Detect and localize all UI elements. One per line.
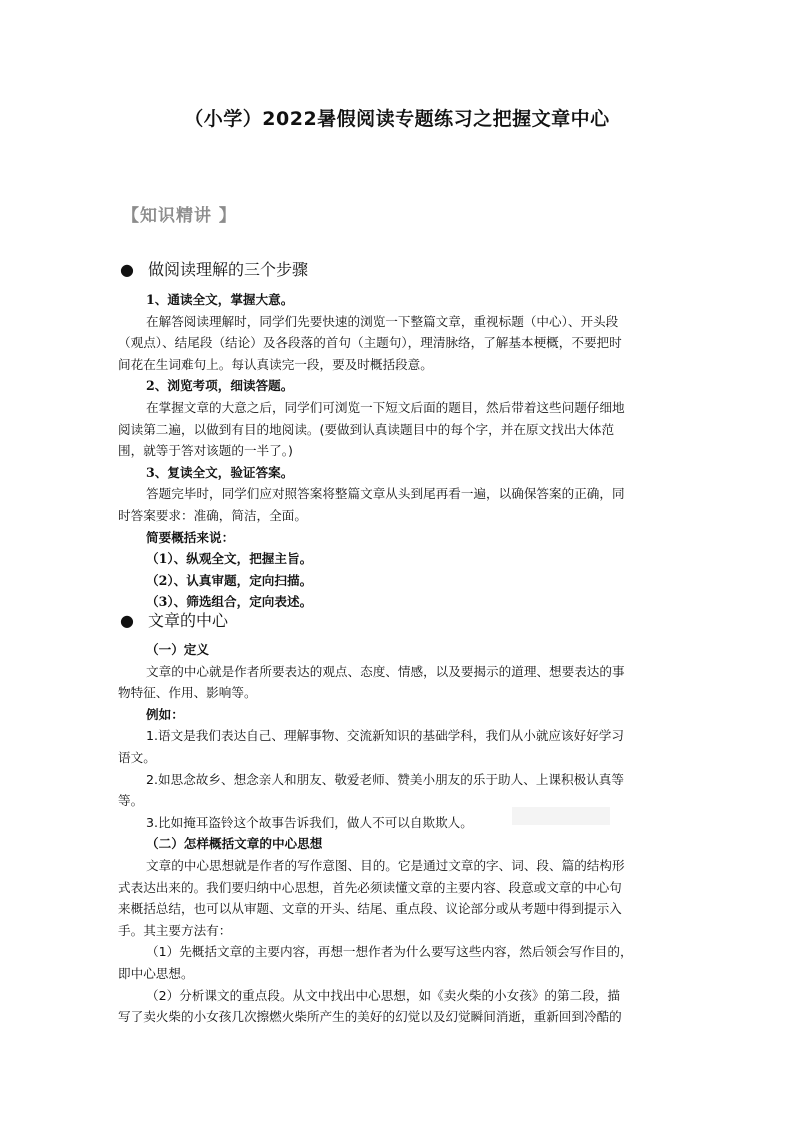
how-line: 文章的中心思想就是作者的写作意图、目的。它是通过文章的字、词、段、篇的结构形 [146, 857, 625, 873]
summary-item: （2）、认真审题，定向扫描。 [146, 572, 313, 588]
step2-line: 阅读第二遍，以做到有目的地阅读。(要做到认真读题目中的每个字，并在原文找出大体范 [118, 421, 615, 437]
definition-title: （一）定义 [146, 642, 209, 657]
example-line: 3.比如掩耳盗铃这个故事告诉我们，做人不可以自欺欺人。 [146, 814, 473, 830]
step1-line: （观点）、结尾段（结论）及各段落的首句（主题句），理清脉络，了解基本梗概，不要把时 [118, 335, 622, 351]
method-line: 即中心思想。 [118, 965, 194, 981]
method-line: 写了卖火柴的小女孩几次擦燃火柴所产生的美好的幻觉以及幻觉瞬间消逝，重新回到冷酷的 [118, 1009, 622, 1025]
summary-title: 简要概括来说： [146, 529, 235, 545]
step2-line: 在掌握文章的大意之后，同学们可浏览一下短文后面的题目，然后带着这些问题仔细地 [146, 399, 625, 415]
example-line: 2.如思念故乡、想念亲人和朋友、敬爱老师、赞美小朋友的乐于助人、上课积极认真等 [146, 771, 624, 787]
heading-text: 做阅读理解的三个步骤 [148, 260, 309, 279]
how-title: （二）怎样概括文章的中心思想 [146, 836, 323, 852]
summary-item: （3）、筛选组合，定向表述。 [146, 594, 313, 610]
heading-article-center [120, 608, 228, 631]
summary-item: （1）、纵观全文，把握主旨。 [146, 551, 313, 567]
section-label: 【知识精讲 】 [122, 206, 237, 226]
method-line: （2）分析课文的重点段。从文中找出中心思想，如《卖火柴的小女孩》的第二段，描 [146, 987, 620, 1003]
how-line: 来概括总结，也可以从审题、文章的开头、结尾、重点段、议论部分或从考题中得到提示入 [118, 901, 622, 917]
bullet-icon: ● [120, 260, 134, 279]
example-line: 语文。 [118, 749, 156, 765]
definition-line: 文章的中心就是作者所要表达的观点、态度、情感，以及要揭示的道理、想要表达的事 [146, 663, 625, 679]
example-title: 例如： [146, 706, 184, 722]
step1-line: 在解答阅读理解时，同学们先要快速的浏览一下整篇文章，重视标题（中心）、开头段 [146, 313, 619, 329]
how-line: 手。其主要方法有： [118, 922, 232, 938]
how-line: 式表达出来的。我们要归纳中心思想，首先必须读懂文章的主要内容、段意或文章的中心句 [118, 879, 622, 895]
step2-title: 2、浏览考项，细读答题。 [146, 378, 294, 394]
bullet-icon: ● [120, 611, 134, 630]
heading-text: 文章的中心 [148, 611, 229, 630]
step2-line: 围，就等于答对该题的一半了。) [118, 443, 293, 459]
method-line: （1）先概括文章的主要内容，再想一想作者为什么要写这些内容，然后领会写作目的， [146, 944, 633, 960]
definition-line: 物特征、作用、影响等。 [118, 685, 257, 701]
step1-line: 间花在生词难句上。每认真读完一段，要及时概括段意。 [118, 356, 433, 372]
faint-highlight-box [512, 807, 610, 825]
center-block [118, 639, 678, 1028]
step3-title: 3、复读全文，验证答案。 [146, 464, 294, 480]
step3-line: 时答案要求：准确，简洁，全面。 [118, 507, 307, 523]
step1-title: 1、通读全文，掌握大意。 [146, 292, 294, 307]
steps-block [118, 289, 678, 613]
page-title: （小学）2022暑假阅读专题练习之把握文章中心 [184, 108, 610, 130]
step3-line: 答题完毕时，同学们应对照答案将整篇文章从头到尾再看一遍，以确保答案的正确，同 [146, 486, 625, 502]
example-line: 等。 [118, 793, 144, 809]
example-line: 1.语文是我们表达自己、理解事物、交流新知识的基础学科，我们从小就应该好好学习 [146, 728, 624, 744]
heading-three-steps [120, 257, 308, 280]
